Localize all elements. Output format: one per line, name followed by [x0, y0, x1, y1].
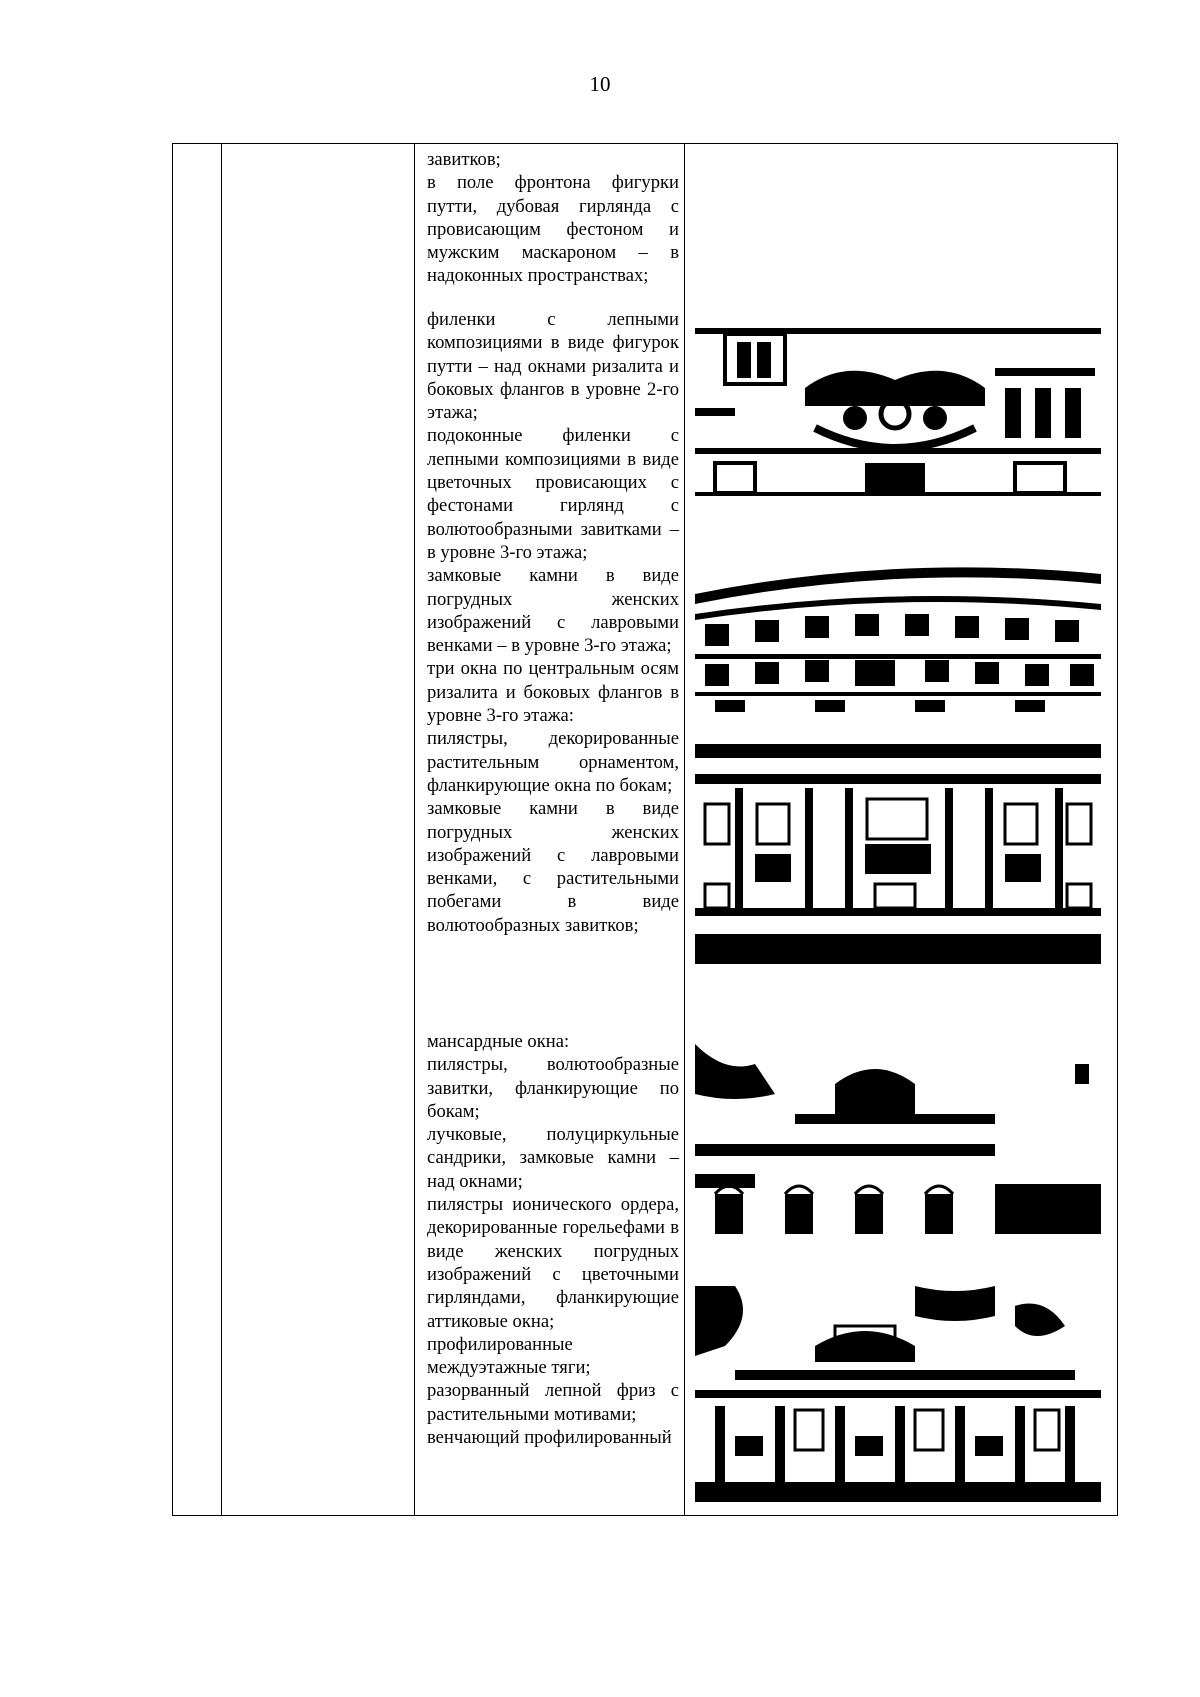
column-divider [414, 144, 415, 1515]
photo-facade-putti-panels [695, 328, 1101, 496]
facade-image [695, 1034, 1101, 1246]
facade-image [695, 328, 1101, 496]
text-line: пилястры, волютообразные завитки, фланкирующие по бокам; [427, 1054, 679, 1122]
text-line: замковые камни в виде погрудных женских изображений с лавровыми венками – в уровне 3-го этажа; [427, 565, 679, 657]
text-line: филенки с лепными композициями в виде фигурок путти – над окнами ризалита и боковых флангов в уровне 2-го этажа; [427, 309, 679, 424]
text-line: венчающий профилированный [427, 1427, 672, 1449]
photo-facade-pilasters [695, 744, 1101, 964]
text-line: подоконные филенки с лепными композициями в виде цветочных провисающих с фестонами гирлянд с волютообразными завитками – в уровне 3-го этажа; [427, 425, 679, 563]
facade-image [695, 564, 1101, 712]
column-divider [221, 144, 222, 1515]
text-line: три окна по центральным осям ризалита и боковых флангов в уровне 3-го этажа: [427, 658, 679, 727]
text-line: завитков; [427, 149, 501, 170]
text-line: мансардные окна: [427, 1031, 570, 1052]
photo-facade-mansard-windows [695, 1034, 1101, 1246]
photo-facade-street-view [695, 564, 1101, 712]
text-line: пилястры ионического ордера, декорированные горельефами в виде женских погрудных изображений с цветочными гирляндами, фланкирующие аттиковые окна; [427, 1194, 679, 1332]
text-line: замковые камни в виде погрудных женских изображений с лавровыми венками, с растительными побегами в виде волютообразных завитков; [427, 798, 679, 936]
table [172, 143, 1118, 1516]
text-line: пилястры, декорированные растительным орнаментом, фланкирующие окна по бокам; [427, 728, 679, 796]
photo-facade-attic [695, 1286, 1101, 1502]
text-block-1 [427, 148, 679, 288]
text-line: профилированные междуэтажные тяги; [427, 1333, 591, 1379]
text-line: лучковые, полуциркульные сандрики, замковые камни – над окнами; [427, 1124, 679, 1192]
text-block-3 [427, 1030, 679, 1449]
text-line: разорванный лепной фриз с растительными мотивами; [427, 1380, 679, 1425]
facade-image [695, 744, 1101, 964]
page-number: 10 [589, 72, 611, 96]
text-line: в поле фронтона фигурки путти, дубовая гирлянда с провисающим фестоном и мужским маскароном – в надоконных пространствах; [427, 172, 679, 287]
column-divider [684, 144, 685, 1515]
text-block-2 [427, 308, 679, 937]
facade-image [695, 1286, 1101, 1502]
